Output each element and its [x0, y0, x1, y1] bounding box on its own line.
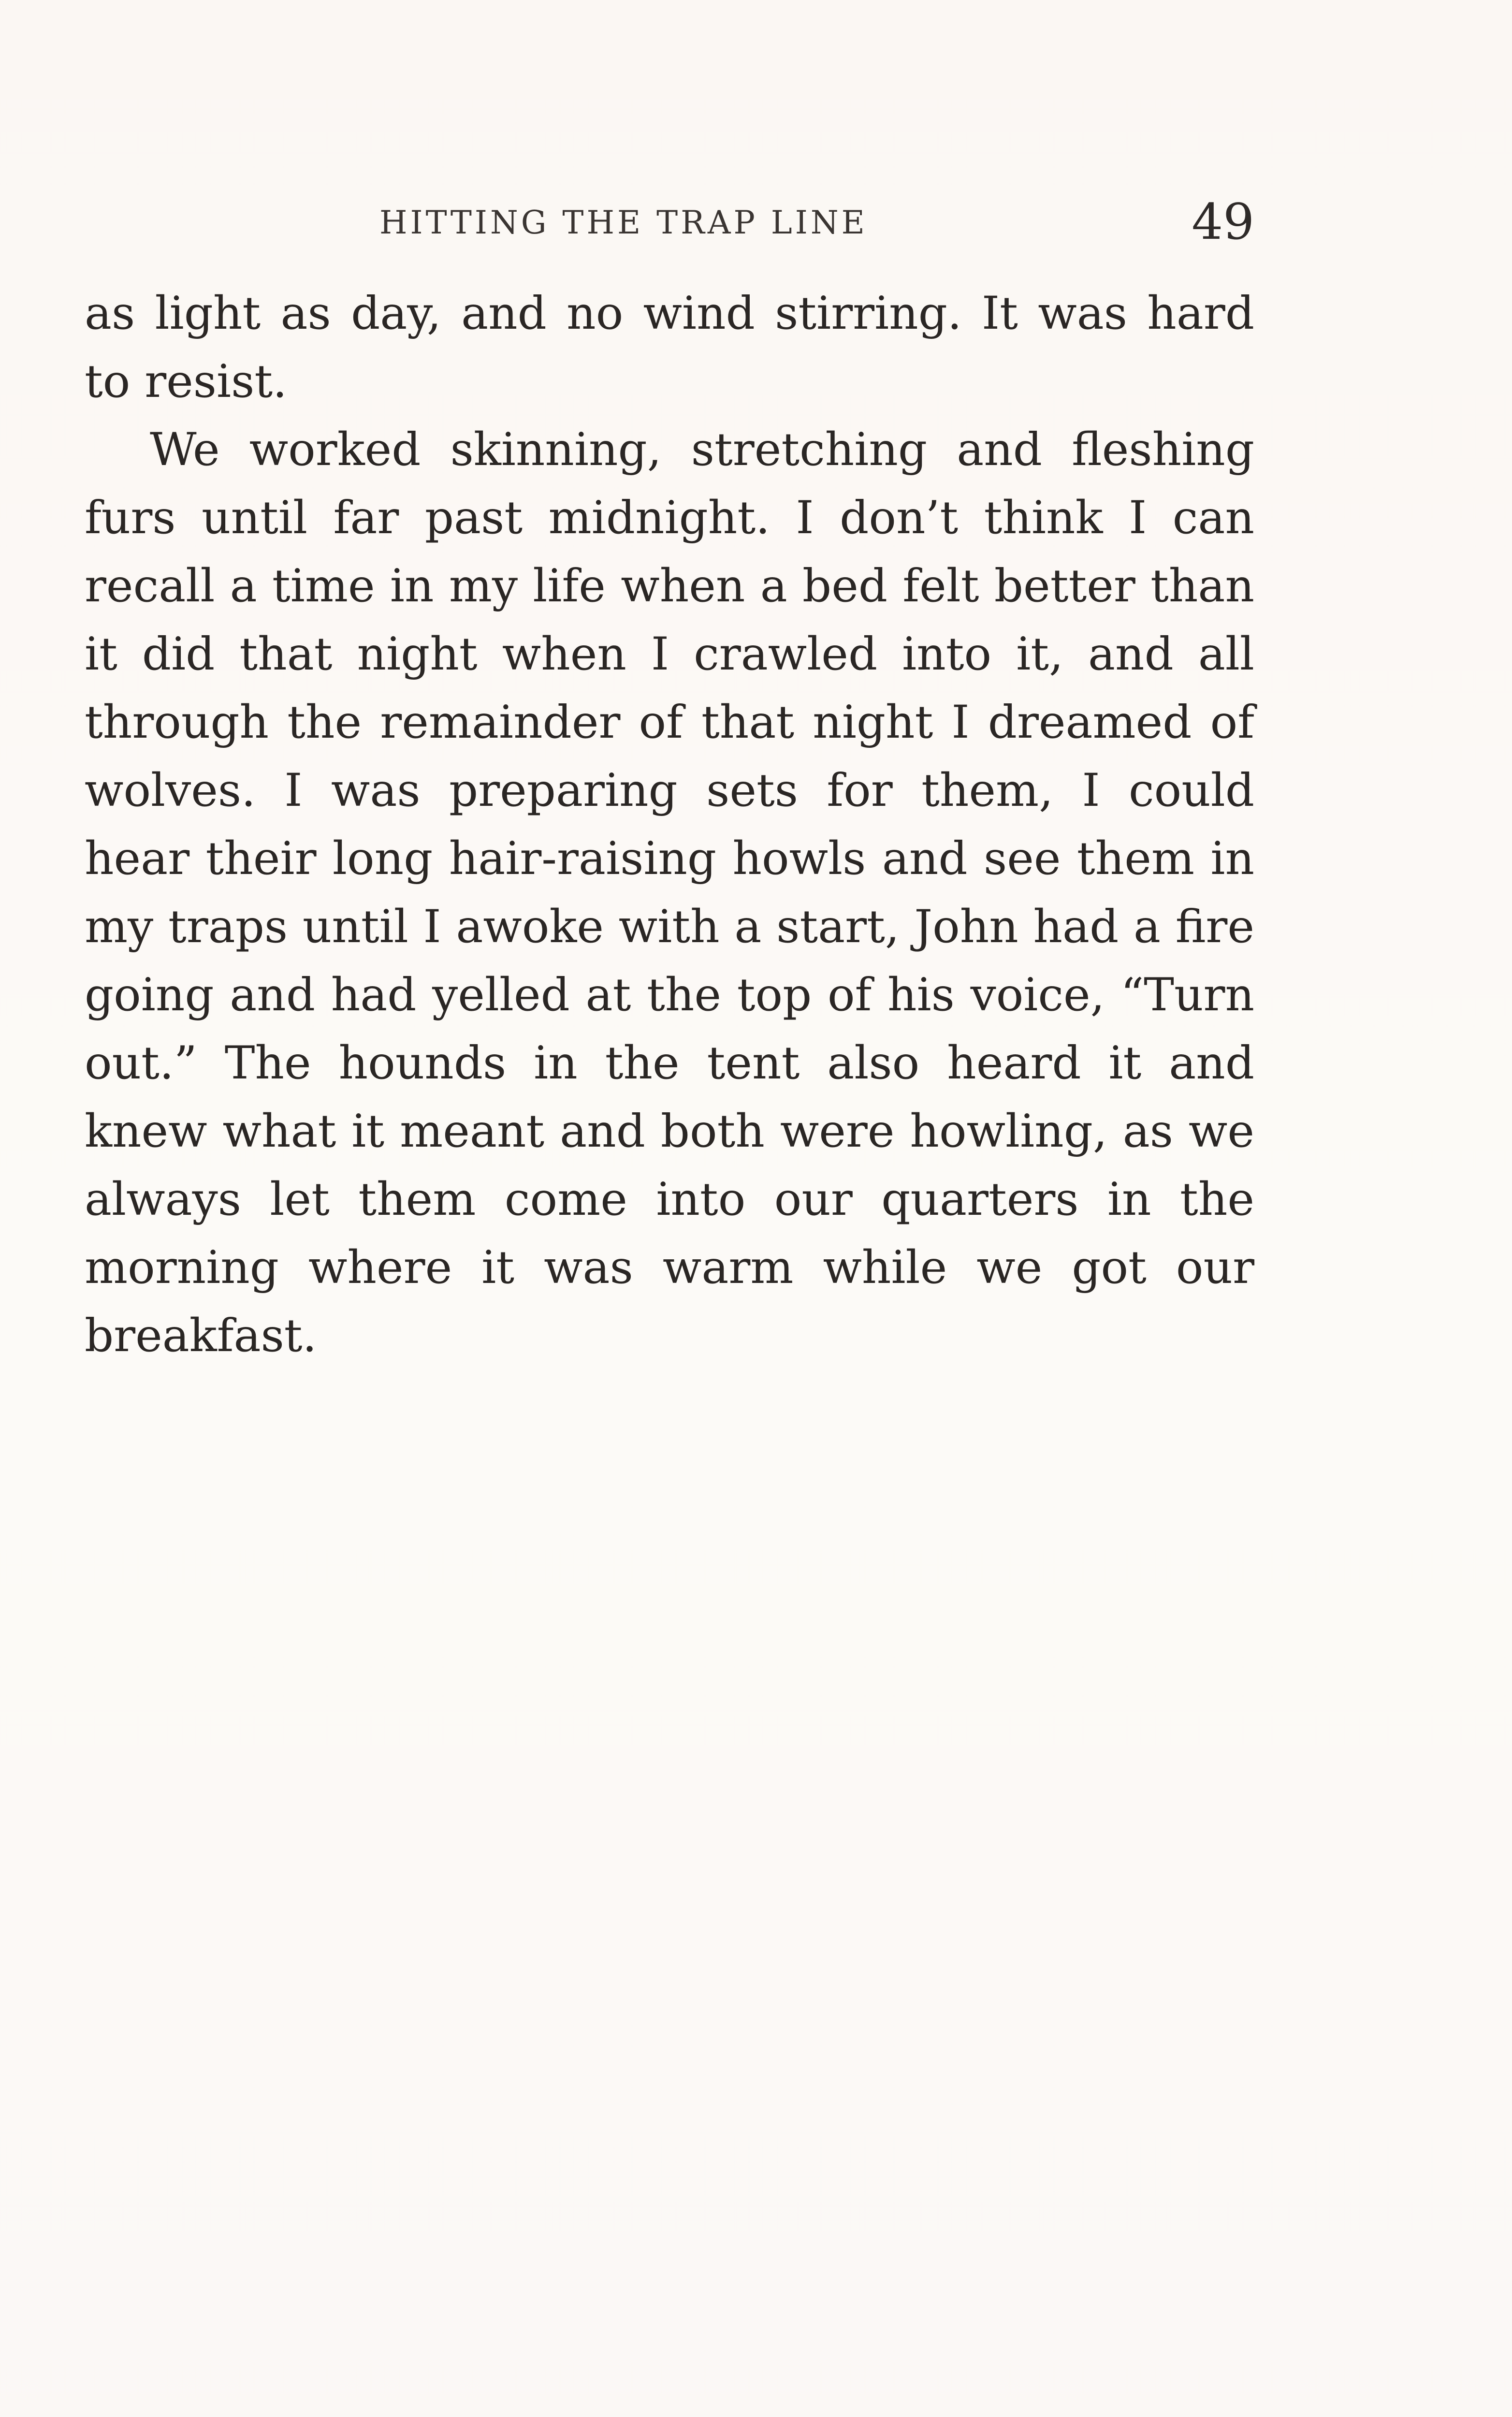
paragraph-continued: as light as day, and no wind stirring. It was hard to resist. [85, 287, 1254, 408]
page-number: 49 [1192, 193, 1254, 251]
page-header [85, 193, 1254, 256]
paragraph-wolves: We worked skinning, stretching and fleshing furs until far past midnight. I don’t think I can recall a time in my life when a bed felt better than it did that night when I crawled into it, and all through the remainder of that night I dreamed of wolves. I was preparing sets for them, I could hear their long hair-raising howls and see them in my traps until I awoke with a start, John had a fire going and had yelled at the top of his voice, “Turn out.” The hounds in the tent also heard it and knew what it meant and both were howling, as we always let them come into our quarters in the morning where it was warm while we got our breakfast. [85, 423, 1254, 1362]
running-head: HITTING THE TRAP LINE [379, 204, 868, 241]
body-text [85, 279, 1254, 1370]
